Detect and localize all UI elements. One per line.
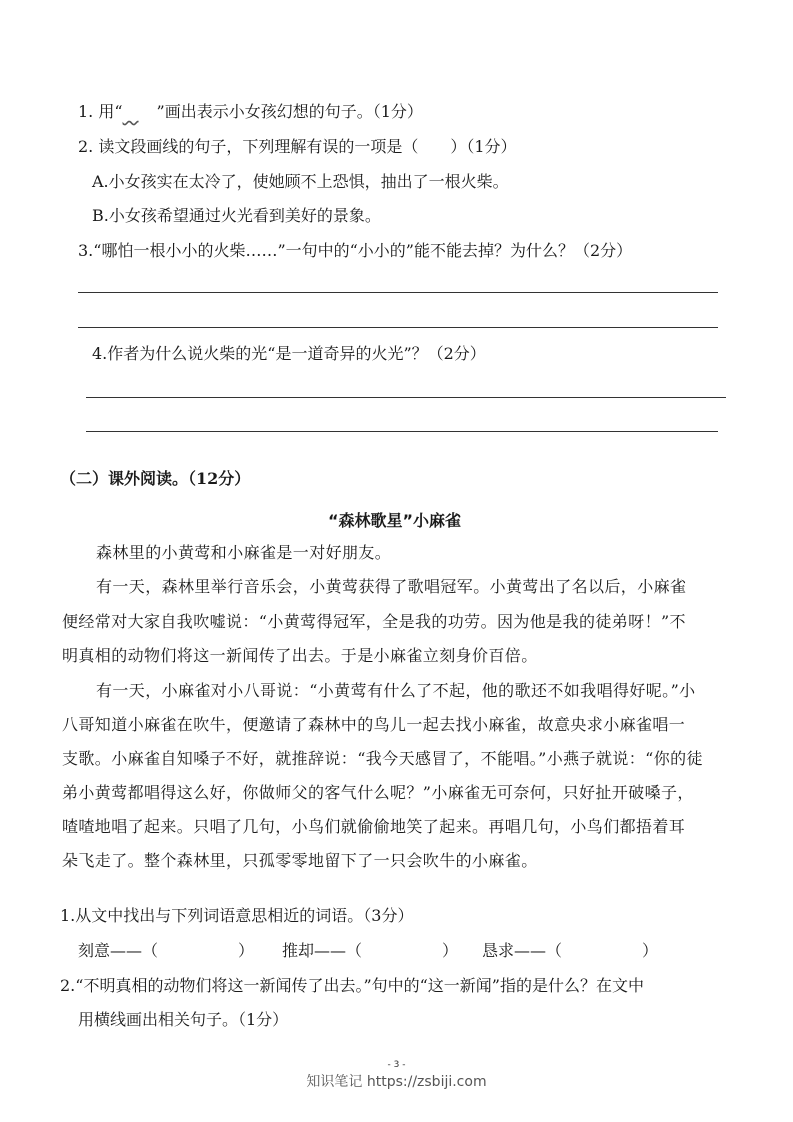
exercise-1-item: 刻意——（ ） bbox=[78, 941, 255, 960]
exercise-1-item: 恳求——（ ） bbox=[482, 941, 659, 960]
passage-title: “森林歌星”小麻雀 bbox=[328, 511, 462, 530]
watermark: 知识笔记 https://zsbiji.com bbox=[306, 1074, 487, 1090]
answer-line bbox=[78, 327, 718, 328]
question-2-option-b: B.小女孩希望通过火光看到美好的景象。 bbox=[92, 206, 381, 225]
exercise-1-item: 推却——（ ） bbox=[282, 941, 459, 960]
passage-line: 有一天，森林里举行音乐会，小黄莺获得了歌唱冠军。小黄莺出了名以后，小麻雀 bbox=[96, 577, 687, 596]
page-number: - 3 - bbox=[387, 1060, 406, 1070]
passage-line: 支歌。小麻雀自知嗓子不好，就推辞说：“我今天感冒了，不能唱。”小燕子就说：“你的徒 bbox=[62, 749, 703, 768]
passage-line: 朵飞走了。整个森林里，只孤零零地留下了一只会吹牛的小麻雀。 bbox=[62, 851, 538, 870]
question-2-option-a: A.小女孩实在太冷了，使她顾不上恐惧，抽出了一根火柴。 bbox=[92, 172, 509, 191]
wavy-line-mark bbox=[123, 102, 157, 122]
passage-line: 森林里的小黄莺和小麻雀是一对好朋友。 bbox=[96, 543, 392, 562]
section-heading: （二）课外阅读。（12分） bbox=[60, 469, 251, 488]
exercise-1: 1.从文中找出与下列词语意思相近的词语。（3分） bbox=[60, 906, 414, 925]
exercise-2: 2.“不明真相的动物们将这一新闻传了出去。”句中的“这一新闻”指的是什么？在文中 bbox=[60, 976, 644, 995]
passage-line: 喳喳地唱了起来。只唱了几句，小鸟们就偷偷地笑了起来。再唱几句，小鸟们都捂着耳 bbox=[62, 817, 686, 836]
question-4: 4.作者为什么说火柴的光“是一道奇异的火光”？（2分） bbox=[92, 344, 486, 363]
answer-line bbox=[78, 292, 718, 293]
passage-line: 明真相的动物们将这一新闻传了出去。于是小麻雀立刻身价百倍。 bbox=[62, 646, 538, 665]
passage-line: 便经常对大家自我吹嘘说：“小黄莺得冠军，全是我的功劳。因为他是我的徒弟呀！”不 bbox=[62, 612, 686, 631]
exercise-2-cont: 用横线画出相关句子。（1分） bbox=[78, 1010, 289, 1029]
passage-line: 弟小黄莺都唱得这么好，你做师父的客气什么呢？”小麻雀无可奈何，只好扯开破嗓子， bbox=[62, 783, 694, 802]
answer-line bbox=[86, 397, 726, 398]
question-3: 3.“哪怕一根小小的火柴……”一句中的“小小的”能不能去掉？为什么？（2分） bbox=[78, 241, 633, 260]
passage-line: 八哥知道小麻雀在吹牛，便邀请了森林中的鸟儿一起去找小麻雀，故意央求小麻雀唱一 bbox=[62, 715, 686, 734]
question-2: 2. 读文段画线的句子，下列理解有误的一项是（ ）（1分） bbox=[78, 137, 517, 156]
answer-line bbox=[86, 431, 718, 432]
question-1: 1. 用“ ”画出表示小女孩幻想的句子。（1分） bbox=[78, 102, 423, 121]
passage-line: 有一天，小麻雀对小八哥说：“小黄莺有什么了不起，他的歌还不如我唱得好呢。”小 bbox=[96, 681, 696, 700]
